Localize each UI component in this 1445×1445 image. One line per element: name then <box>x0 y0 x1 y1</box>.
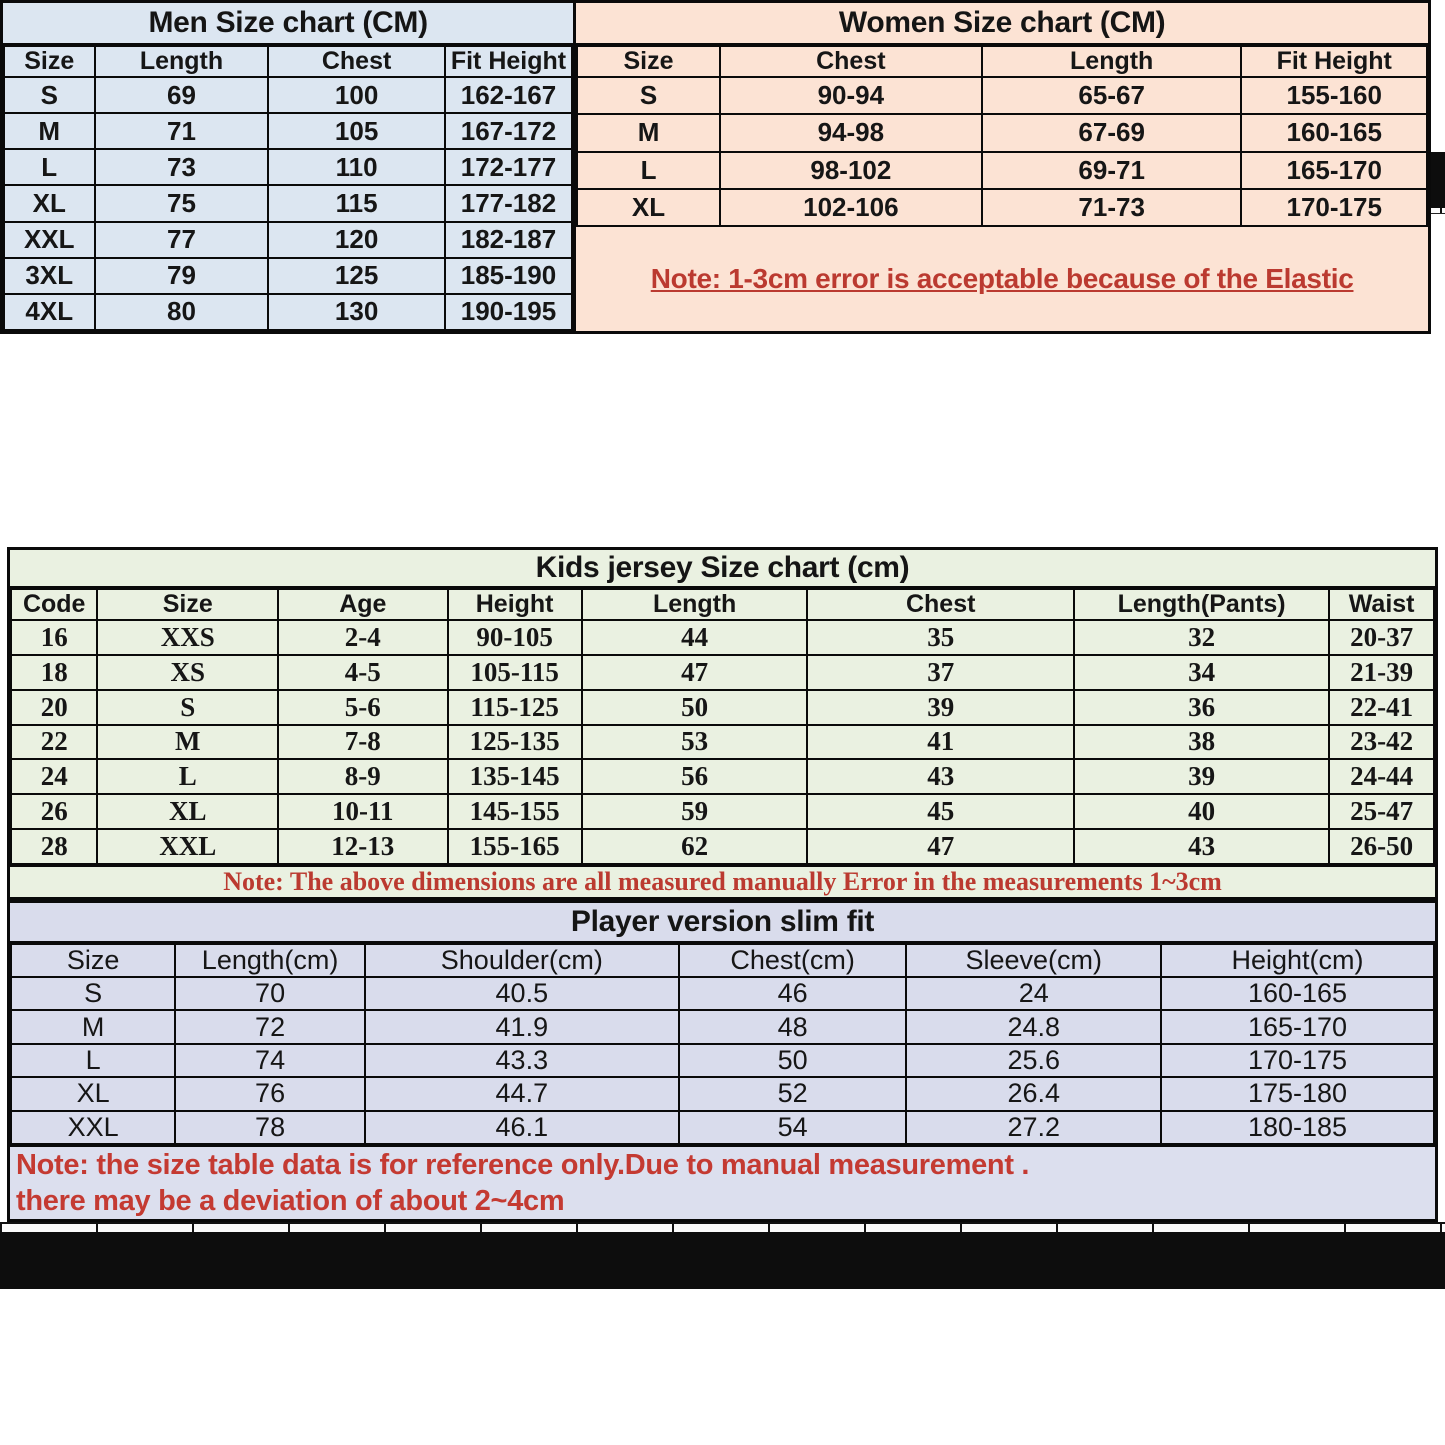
table-cell: 90-94 <box>720 77 982 114</box>
elastic-error-note: Note: 1-3cm error is acceptable because of the Elastic <box>650 263 1354 294</box>
table-cell: 69-71 <box>982 152 1242 189</box>
column-header: Size <box>11 944 175 977</box>
table-cell: 115-125 <box>448 690 582 725</box>
table-cell: 47 <box>807 829 1074 864</box>
table-cell: 41.9 <box>365 1010 679 1043</box>
table-cell: 26 <box>11 794 97 829</box>
table-row <box>4 222 572 258</box>
table-cell: 56 <box>582 759 808 794</box>
table-cell: 75 <box>95 185 269 221</box>
kids-size-chart-section <box>7 547 1438 900</box>
table-cell: 16 <box>11 620 97 655</box>
table-cell: 165-170 <box>1161 1010 1434 1043</box>
table-cell: 175-180 <box>1161 1077 1434 1110</box>
column-header: Sleeve(cm) <box>906 944 1161 977</box>
table-cell: 27.2 <box>906 1111 1161 1144</box>
table-row <box>11 977 1434 1010</box>
table-row <box>11 794 1434 829</box>
women-size-table <box>576 45 1428 227</box>
column-header: Chest <box>807 589 1074 620</box>
table-cell: 190-195 <box>445 294 573 330</box>
table-cell: S <box>4 77 95 113</box>
table-cell: M <box>4 113 95 149</box>
kids-chart-title: Kids jersey Size chart (cm) <box>10 550 1435 588</box>
table-cell: 105-115 <box>448 655 582 690</box>
table-cell: L <box>11 1044 175 1077</box>
table-cell: 22-41 <box>1329 690 1434 725</box>
table-cell: M <box>97 725 278 760</box>
women-size-chart-section <box>575 0 1431 334</box>
table-cell: 43 <box>1074 829 1329 864</box>
table-cell: 120 <box>268 222 444 258</box>
men-size-table <box>3 45 573 331</box>
table-row <box>11 1077 1434 1110</box>
column-header: Height <box>448 589 582 620</box>
table-row <box>11 829 1434 864</box>
table-cell: 46 <box>679 977 907 1010</box>
table-cell: XXL <box>4 222 95 258</box>
column-header: Size <box>4 46 95 77</box>
table-cell: 39 <box>1074 759 1329 794</box>
table-cell: L <box>577 152 720 189</box>
table-cell: 162-167 <box>445 77 573 113</box>
table-cell: 40 <box>1074 794 1329 829</box>
table-cell: 20-37 <box>1329 620 1434 655</box>
table-cell: 53 <box>582 725 808 760</box>
table-cell: 24 <box>11 759 97 794</box>
manual-measurement-note: Note: The above dimensions are all measured manually Error in the measurements 1~3cm <box>10 865 1435 897</box>
column-header: Length <box>982 46 1242 77</box>
table-cell: 38 <box>1074 725 1329 760</box>
table-row <box>4 185 572 221</box>
table-cell: 22 <box>11 725 97 760</box>
table-cell: 37 <box>807 655 1074 690</box>
table-cell: 50 <box>679 1044 907 1077</box>
column-header: Length(Pants) <box>1074 589 1329 620</box>
table-row <box>577 189 1427 226</box>
player-version-section <box>7 900 1438 1222</box>
table-cell: 72 <box>175 1010 365 1043</box>
table-cell: 98-102 <box>720 152 982 189</box>
table-cell: 135-145 <box>448 759 582 794</box>
table-cell: 35 <box>807 620 1074 655</box>
table-cell: 71-73 <box>982 189 1242 226</box>
column-header: Fit Height <box>1241 46 1427 77</box>
table-row <box>577 152 1427 189</box>
table-cell: 43.3 <box>365 1044 679 1077</box>
table-cell: 177-182 <box>445 185 573 221</box>
table-row <box>577 77 1427 114</box>
table-row <box>11 1044 1434 1077</box>
column-header: Waist <box>1329 589 1434 620</box>
table-cell: S <box>577 77 720 114</box>
table-cell: 59 <box>582 794 808 829</box>
column-header: Height(cm) <box>1161 944 1434 977</box>
table-row <box>11 1010 1434 1043</box>
table-cell: 165-170 <box>1241 152 1427 189</box>
table-cell: 34 <box>1074 655 1329 690</box>
column-header: Length <box>95 46 269 77</box>
table-cell: 50 <box>582 690 808 725</box>
table-row <box>11 690 1434 725</box>
kids-size-table <box>10 588 1435 865</box>
table-cell: 8-9 <box>278 759 447 794</box>
table-cell: XL <box>97 794 278 829</box>
player-version-table <box>10 943 1435 1145</box>
table-cell: 155-160 <box>1241 77 1427 114</box>
table-row <box>4 113 572 149</box>
table-cell: 180-185 <box>1161 1111 1434 1144</box>
table-cell: 80 <box>95 294 269 330</box>
women-header-row <box>577 46 1427 77</box>
table-cell: 125 <box>268 258 444 294</box>
table-cell: M <box>577 114 720 151</box>
player-header-row <box>11 944 1434 977</box>
table-row <box>11 655 1434 690</box>
table-cell: S <box>97 690 278 725</box>
table-cell: 4-5 <box>278 655 447 690</box>
table-cell: XL <box>4 185 95 221</box>
table-cell: 24.8 <box>906 1010 1161 1043</box>
table-cell: 3XL <box>4 258 95 294</box>
column-header: Chest(cm) <box>679 944 907 977</box>
column-header: Size <box>97 589 278 620</box>
table-cell: 24 <box>906 977 1161 1010</box>
table-cell: XXL <box>97 829 278 864</box>
reference-note-line1: Note: the size table data is for reference only.Due to manual measurement . <box>16 1149 1030 1181</box>
table-cell: 26-50 <box>1329 829 1434 864</box>
table-cell: XL <box>577 189 720 226</box>
table-row <box>4 294 572 330</box>
table-cell: 18 <box>11 655 97 690</box>
table-cell: XL <box>11 1077 175 1110</box>
table-cell: 90-105 <box>448 620 582 655</box>
table-cell: 62 <box>582 829 808 864</box>
table-cell: 78 <box>175 1111 365 1144</box>
table-cell: 100 <box>268 77 444 113</box>
table-cell: 71 <box>95 113 269 149</box>
table-row <box>4 77 572 113</box>
table-row <box>4 258 572 294</box>
table-cell: 67-69 <box>982 114 1242 151</box>
table-cell: 47 <box>582 655 808 690</box>
table-cell: XXS <box>97 620 278 655</box>
table-cell: 77 <box>95 222 269 258</box>
table-cell: 160-165 <box>1241 114 1427 151</box>
table-cell: 110 <box>268 149 444 185</box>
table-cell: 26.4 <box>906 1077 1161 1110</box>
table-cell: 5-6 <box>278 690 447 725</box>
table-cell: 45 <box>807 794 1074 829</box>
column-header: Shoulder(cm) <box>365 944 679 977</box>
column-header: Age <box>278 589 447 620</box>
table-cell: 74 <box>175 1044 365 1077</box>
table-cell: 52 <box>679 1077 907 1110</box>
table-cell: 21-39 <box>1329 655 1434 690</box>
table-cell: 160-165 <box>1161 977 1434 1010</box>
table-cell: 12-13 <box>278 829 447 864</box>
table-cell: 2-4 <box>278 620 447 655</box>
table-cell: 46.1 <box>365 1111 679 1144</box>
table-cell: 182-187 <box>445 222 573 258</box>
table-cell: 44.7 <box>365 1077 679 1110</box>
table-row <box>11 1111 1434 1144</box>
table-cell: 40.5 <box>365 977 679 1010</box>
bottom-black-bar <box>0 1232 1445 1289</box>
table-cell: 28 <box>11 829 97 864</box>
table-cell: L <box>4 149 95 185</box>
table-cell: 73 <box>95 149 269 185</box>
table-cell: 23-42 <box>1329 725 1434 760</box>
column-header: Chest <box>720 46 982 77</box>
table-cell: 70 <box>175 977 365 1010</box>
kids-header-row <box>11 589 1434 620</box>
column-header: Size <box>577 46 720 77</box>
women-chart-title: Women Size chart (CM) <box>576 3 1428 45</box>
table-row <box>11 759 1434 794</box>
table-cell: 43 <box>807 759 1074 794</box>
table-cell: XS <box>97 655 278 690</box>
table-cell: 41 <box>807 725 1074 760</box>
table-cell: 48 <box>679 1010 907 1043</box>
table-cell: 79 <box>95 258 269 294</box>
reference-only-note <box>10 1145 1435 1219</box>
table-cell: XXL <box>11 1111 175 1144</box>
table-cell: 102-106 <box>720 189 982 226</box>
player-chart-title: Player version slim fit <box>10 903 1435 943</box>
table-cell: 185-190 <box>445 258 573 294</box>
table-cell: 125-135 <box>448 725 582 760</box>
table-cell: 25.6 <box>906 1044 1161 1077</box>
table-cell: 105 <box>268 113 444 149</box>
column-header: Chest <box>268 46 444 77</box>
table-cell: 32 <box>1074 620 1329 655</box>
table-cell: 155-165 <box>448 829 582 864</box>
table-cell: 167-172 <box>445 113 573 149</box>
table-cell: 65-67 <box>982 77 1242 114</box>
table-cell: 24-44 <box>1329 759 1434 794</box>
table-row <box>11 725 1434 760</box>
table-cell: 172-177 <box>445 149 573 185</box>
table-cell: 69 <box>95 77 269 113</box>
table-cell: 20 <box>11 690 97 725</box>
reference-note-line2: there may be a deviation of about 2~4cm <box>16 1185 565 1217</box>
table-row <box>577 114 1427 151</box>
table-cell: 115 <box>268 185 444 221</box>
table-cell: 44 <box>582 620 808 655</box>
table-cell: S <box>11 977 175 1010</box>
table-cell: 94-98 <box>720 114 982 151</box>
column-header: Length <box>582 589 808 620</box>
table-cell: 36 <box>1074 690 1329 725</box>
table-cell: L <box>97 759 278 794</box>
table-cell: 76 <box>175 1077 365 1110</box>
men-size-chart-section <box>0 0 575 334</box>
column-header: Fit Height <box>445 46 573 77</box>
adult-size-charts-block <box>0 0 1431 334</box>
table-cell: 54 <box>679 1111 907 1144</box>
column-header: Length(cm) <box>175 944 365 977</box>
table-cell: 10-11 <box>278 794 447 829</box>
table-cell: 145-155 <box>448 794 582 829</box>
table-cell: 130 <box>268 294 444 330</box>
men-header-row <box>4 46 572 77</box>
table-cell: 25-47 <box>1329 794 1434 829</box>
table-cell: 7-8 <box>278 725 447 760</box>
table-cell: 4XL <box>4 294 95 330</box>
table-cell: M <box>11 1010 175 1043</box>
table-row <box>4 149 572 185</box>
table-cell: 39 <box>807 690 1074 725</box>
table-cell: 170-175 <box>1241 189 1427 226</box>
table-row <box>11 620 1434 655</box>
column-header: Code <box>11 589 97 620</box>
men-chart-title: Men Size chart (CM) <box>3 3 573 45</box>
table-cell: 170-175 <box>1161 1044 1434 1077</box>
